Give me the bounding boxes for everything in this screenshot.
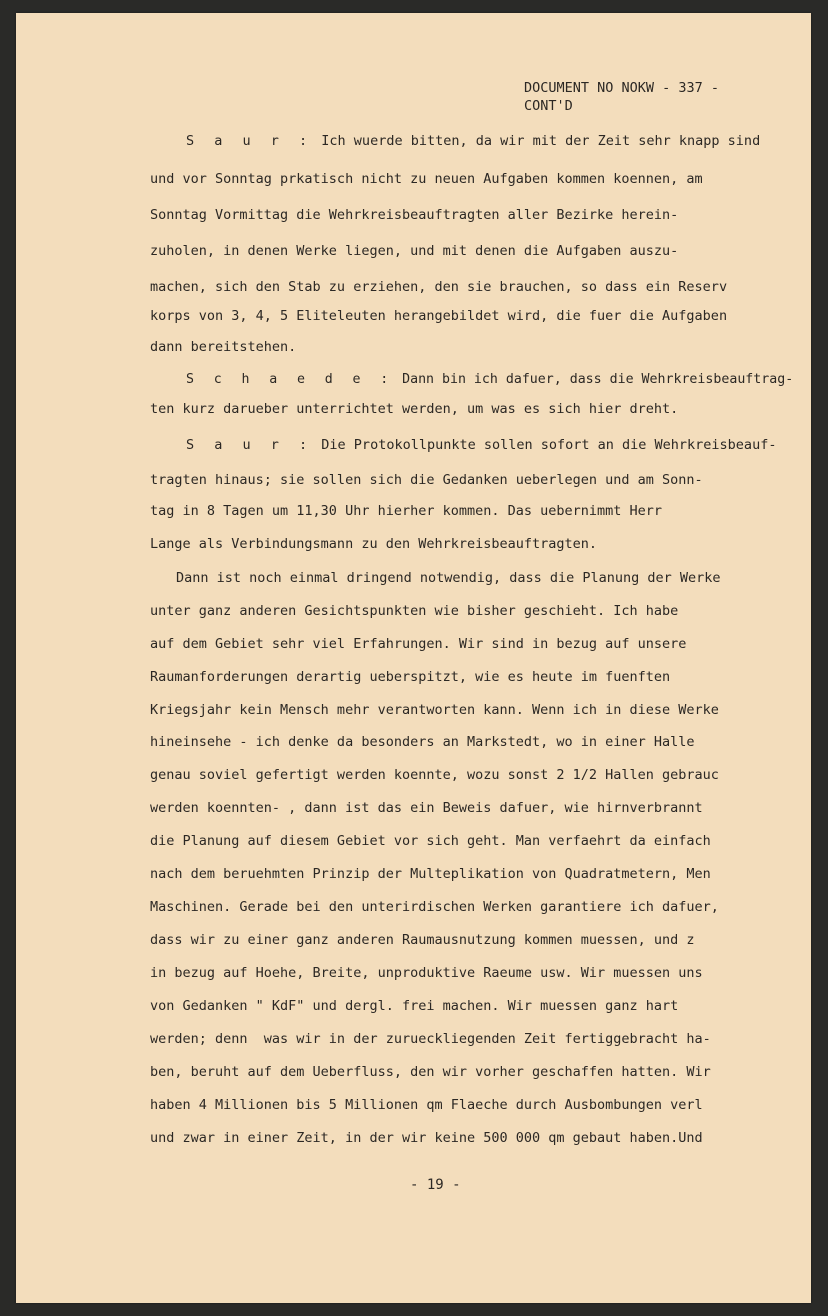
p1-line: dann bereitstehen.: [150, 339, 297, 355]
p1-line: Sonntag Vormittag die Wehrkreisbeauftragten aller Bezirke herein-: [150, 207, 679, 223]
p3-line: Lange als Verbindungsmann zu den Wehrkreisbeauftragten.: [150, 536, 598, 552]
p2-line-1: S c h a e d e : Dann bin ich dafuer, dass die Wehrkreisbeauftrag-: [186, 371, 794, 387]
p2-line: ten kurz darueber unterrichtet werden, um was es sich hier dreht.: [150, 401, 679, 417]
document-number: DOCUMENT NO NOKW - 337 -: [524, 80, 720, 96]
p4-line: werden koennten- , dann ist das ein Beweis dafuer, wie hirnverbrannt: [150, 800, 703, 816]
p4-line: genau soviel gefertigt werden koennte, wozu sonst 2 1/2 Hallen gebrauc: [150, 767, 719, 783]
p3-line: tragten hinaus; sie sollen sich die Gedanken ueberlegen und am Sonn-: [150, 472, 703, 488]
p4-line: haben 4 Millionen bis 5 Millionen qm Flaeche durch Ausbombungen verl: [150, 1097, 703, 1113]
p4-line: werden; denn was wir in der zurueckliegenden Zeit fertiggebracht ha-: [150, 1031, 711, 1047]
p1-line: korps von 3, 4, 5 Eliteleuten herangebildet wird, die fuer die Aufgaben: [150, 308, 728, 324]
p4-line: auf dem Gebiet sehr viel Erfahrungen. Wir sind in bezug auf unsere: [150, 636, 687, 652]
speaker-schaede: S c h a e d e :: [186, 371, 395, 387]
speaker-saur: S a u r :: [186, 437, 314, 453]
page-number: - 19 -: [410, 1177, 461, 1193]
p4-line: Dann ist noch einmal dringend notwendig, dass die Planung der Werke: [176, 570, 721, 586]
p1-line: zuholen, in denen Werke liegen, und mit denen die Aufgaben auszu-: [150, 243, 679, 259]
p4-line: Kriegsjahr kein Mensch mehr verantworten kann. Wenn ich in diese Werke: [150, 702, 719, 718]
p4-line: dass wir zu einer ganz anderen Raumausnutzung kommen muessen, und z: [150, 932, 695, 948]
p3-line: tag in 8 Tagen um 11,30 Uhr hierher kommen. Das uebernimmt Herr: [150, 503, 663, 519]
p4-line: unter ganz anderen Gesichtspunkten wie bisher geschieht. Ich habe: [150, 603, 679, 619]
continued-label: CONT'D: [524, 98, 573, 114]
p4-line: nach dem beruehmten Prinzip der Multeplikation von Quadratmetern, Men: [150, 866, 711, 882]
p4-line: in bezug auf Hoehe, Breite, unproduktive Raeume usw. Wir muessen uns: [150, 965, 703, 981]
p4-line: ben, beruht auf dem Ueberfluss, den wir vorher geschaffen hatten. Wir: [150, 1064, 711, 1080]
p4-line: Raumanforderungen derartig ueberspitzt, wie es heute im fuenften: [150, 669, 671, 685]
p1-line: machen, sich den Stab zu erziehen, den sie brauchen, so dass ein Reserv: [150, 279, 728, 295]
p4-line: von Gedanken " KdF" und dergl. frei machen. Wir muessen ganz hart: [150, 998, 679, 1014]
document-page: [16, 13, 811, 1303]
p3-line-1: S a u r : Die Protokollpunkte sollen sofort an die Wehrkreisbeauf-: [186, 437, 777, 453]
p4-line: Maschinen. Gerade bei den unterirdischen Werken garantiere ich dafuer,: [150, 899, 719, 915]
p4-line: hineinsehe - ich denke da besonders an Markstedt, wo in einer Halle: [150, 734, 695, 750]
speaker-saur: S a u r :: [186, 133, 314, 149]
p4-line: und zwar in einer Zeit, in der wir keine 500 000 qm gebaut haben.Und: [150, 1130, 703, 1146]
p1-line: und vor Sonntag prkatisch nicht zu neuen Aufgaben kommen koennen, am: [150, 171, 703, 187]
p1-line-1: S a u r : Ich wuerde bitten, da wir mit der Zeit sehr knapp sind: [186, 133, 761, 149]
p4-line: die Planung auf diesem Gebiet vor sich geht. Man verfaehrt da einfach: [150, 833, 711, 849]
